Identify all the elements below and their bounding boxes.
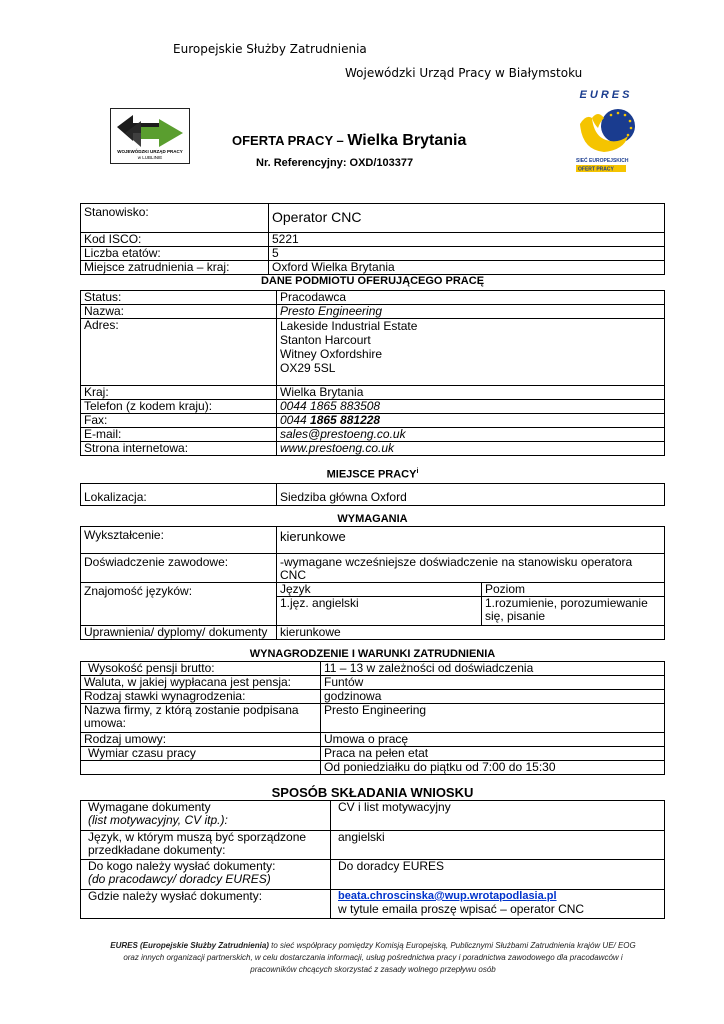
fax-label: Fax: bbox=[81, 414, 277, 428]
miejsce-value: Oxford Wielka Brytania bbox=[269, 261, 665, 275]
lang-value: angielski bbox=[331, 831, 665, 860]
adres-label: Adres: bbox=[81, 319, 277, 386]
salary-label: Nazwa firmy, z którą zostanie podpisana umowa: bbox=[81, 704, 321, 733]
salary-value: Praca na pełen etat bbox=[321, 747, 665, 761]
nazwa-label: Nazwa: bbox=[81, 305, 277, 319]
stanowisko-value: Operator CNC bbox=[269, 204, 665, 233]
lokalizacja-value: Siedziba główna Oxford bbox=[277, 484, 665, 506]
job-table bbox=[80, 203, 665, 275]
uprawnienia-label: Uprawnienia/ dyplomy/ dokumenty bbox=[81, 626, 277, 640]
telefon-value: 0044 1865 883508 bbox=[277, 400, 665, 414]
salary-label: Rodzaj umowy: bbox=[81, 733, 321, 747]
to-label-italic: (do pracodawcy/ doradcy EURES) bbox=[88, 872, 271, 886]
eures-logo bbox=[568, 88, 646, 180]
salary-label: Waluta, w jakiej wypłacana jest pensja: bbox=[81, 676, 321, 690]
adres-line-2: Stanton Harcourt bbox=[280, 333, 371, 347]
jezyk-header: Język bbox=[277, 583, 482, 597]
salary-value: Presto Engineering bbox=[321, 704, 665, 733]
footer-bold: EURES (Europejskie Służby Zatrudnienia) bbox=[110, 941, 269, 950]
fax-prefix: 0044 bbox=[280, 413, 311, 427]
isco-label: Kod ISCO: bbox=[81, 233, 269, 247]
salary-value: Umowa o pracę bbox=[321, 733, 665, 747]
eures-sub2: OFERT PRACY bbox=[578, 166, 614, 173]
salary-row bbox=[81, 662, 665, 676]
docs-value: CV i list motywacyjny bbox=[331, 801, 665, 831]
where-note: w tytule emaila proszę wpisać – operator CNC bbox=[338, 902, 585, 916]
jezyki-label: Znajomość języków: bbox=[81, 583, 277, 626]
to-label bbox=[81, 860, 331, 890]
header-line-2: Wojewódzki Urząd Pracy w Białymstoku bbox=[345, 66, 583, 80]
footer-line-2: oraz innych organizacji partnerskich, w celu dostarczania informacji, usług pośrednictwa pracy i poradnictwa zawodowego dla pracodawców i bbox=[123, 953, 623, 962]
employer-section-title: DANE PODMIOTU OFERUJĄCEGO PRACĘ bbox=[260, 275, 485, 287]
etaty-label: Liczba etatów: bbox=[81, 247, 269, 261]
to-label-text: Do kogo należy wysłać dokumenty: bbox=[88, 859, 276, 873]
footer bbox=[80, 940, 666, 976]
where-value bbox=[331, 890, 665, 919]
place-table bbox=[80, 483, 665, 506]
lang-label: Język, w którym muszą być sporządzone przedkładane dokumenty: bbox=[81, 831, 331, 860]
poziom-header: Poziom bbox=[482, 583, 665, 597]
header-line-1: Europejskie Służby Zatrudnienia bbox=[173, 42, 367, 56]
miejsce-label: Miejsce zatrudnienia – kraj: bbox=[81, 261, 269, 275]
salary-row bbox=[81, 676, 665, 690]
etaty-value: 5 bbox=[269, 247, 665, 261]
doswiadczenie-value: -wymagane wcześniejsze doświadczenie na stanowisku operatora CNC bbox=[277, 554, 665, 583]
docs-label-italic: (list motywacyjny, CV itp.): bbox=[88, 813, 228, 827]
salary-row bbox=[81, 704, 665, 733]
employer-table bbox=[80, 290, 665, 456]
offer-title bbox=[232, 132, 466, 150]
docs-label bbox=[81, 801, 331, 831]
email-label: E-mail: bbox=[81, 428, 277, 442]
to-value: Do doradcy EURES bbox=[331, 860, 665, 890]
requirements-table bbox=[80, 526, 665, 640]
wyksztalcenie-value: kierunkowe bbox=[277, 527, 665, 554]
uprawnienia-value: kierunkowe bbox=[277, 626, 665, 640]
email-value[interactable]: sales@prestoeng.co.uk bbox=[277, 428, 665, 442]
reference-number: Nr. Referencyjny: OXD/103377 bbox=[256, 157, 414, 169]
telefon-label: Telefon (z kodem kraju): bbox=[81, 400, 277, 414]
adres-line-3: Witney Oxfordshire bbox=[280, 347, 383, 361]
status-label: Status: bbox=[81, 291, 277, 305]
apply-section-title: SPOSÓB SKŁADANIA WNIOSKU bbox=[271, 785, 474, 800]
offer-title-prefix: OFERTA PRACY – bbox=[232, 133, 344, 148]
salary-row bbox=[81, 761, 665, 775]
salary-row bbox=[81, 733, 665, 747]
salary-label: Wysokość pensji brutto: bbox=[81, 662, 321, 676]
salary-value: Funtów bbox=[321, 676, 665, 690]
salary-row bbox=[81, 690, 665, 704]
status-value: Pracodawca bbox=[277, 291, 665, 305]
salary-label bbox=[81, 761, 321, 775]
poziom-value: 1.rozumienie, porozumiewanie się, pisanie bbox=[482, 597, 665, 626]
footer-line-1 bbox=[80, 940, 666, 952]
salary-label: Wymiar czasu pracy bbox=[81, 747, 321, 761]
salary-section-title: WYNAGRODZENIE I WARUNKI ZATRUDNIENIA bbox=[249, 648, 496, 660]
offer-country: Wielka Brytania bbox=[347, 132, 467, 149]
place-section-text: MIEJSCE PRACY bbox=[326, 468, 417, 481]
doswiadczenie-label: Doświadczenie zawodowe: bbox=[81, 554, 277, 583]
where-email-link[interactable]: beata.chroscinska@wup.wrotapodlasia.pl bbox=[338, 890, 557, 902]
www-label: Strona internetowa: bbox=[81, 442, 277, 456]
logo-left-text1: WOJEWÓDZKI URZĄD PRACY bbox=[117, 149, 183, 154]
salary-value: 11 – 13 w zależności od doświadczenia bbox=[321, 662, 665, 676]
fax-number: 1865 881228 bbox=[310, 413, 381, 427]
eures-sub1: SIEĆ EUROPEJSKICH bbox=[576, 158, 629, 164]
footer-line-3: pracowników chcących skorzystać z zasady wolnego przepływu osób bbox=[250, 965, 496, 974]
stanowisko-label: Stanowisko: bbox=[81, 204, 269, 233]
adres-line-1: Lakeside Industrial Estate bbox=[280, 319, 418, 333]
www-value[interactable]: www.prestoeng.co.uk bbox=[277, 442, 665, 456]
apply-table bbox=[80, 800, 665, 919]
requirements-section-title: WYMAGANIA bbox=[337, 513, 408, 525]
place-section-title bbox=[80, 468, 665, 481]
footer-text-1: to sieć współpracy pomiędzy Komisją Europejską, Publicznymi Służbami Zatrudnienia krajów UE/ EOG bbox=[268, 941, 636, 950]
adres-value bbox=[277, 319, 665, 386]
salary-value: Od poniedziałku do piątku od 7:00 do 15:30 bbox=[321, 761, 665, 775]
adres-line-4: OX29 5SL bbox=[280, 361, 336, 375]
isco-value: 5221 bbox=[269, 233, 665, 247]
wup-lublin-logo bbox=[110, 108, 190, 164]
salary-value: godzinowa bbox=[321, 690, 665, 704]
kraj-label: Kraj: bbox=[81, 386, 277, 400]
kraj-value: Wielka Brytania bbox=[277, 386, 665, 400]
eures-text: EURES bbox=[579, 89, 633, 101]
fax-value bbox=[277, 414, 665, 428]
salary-row bbox=[81, 747, 665, 761]
jezyk-value: 1.jęz. angielski bbox=[277, 597, 482, 626]
logo-left-text2: w LUBLINIE bbox=[137, 155, 163, 160]
salary-label: Rodzaj stawki wynagrodzenia: bbox=[81, 690, 321, 704]
docs-label-text: Wymagane dokumenty bbox=[88, 800, 211, 814]
nazwa-value: Presto Engineering bbox=[277, 305, 665, 319]
lokalizacja-label: Lokalizacja: bbox=[81, 484, 277, 506]
wyksztalcenie-label: Wykształcenie: bbox=[81, 527, 277, 554]
where-label: Gdzie należy wysłać dokumenty: bbox=[81, 890, 331, 919]
place-section-sup: i bbox=[416, 468, 419, 475]
salary-table bbox=[80, 661, 665, 775]
